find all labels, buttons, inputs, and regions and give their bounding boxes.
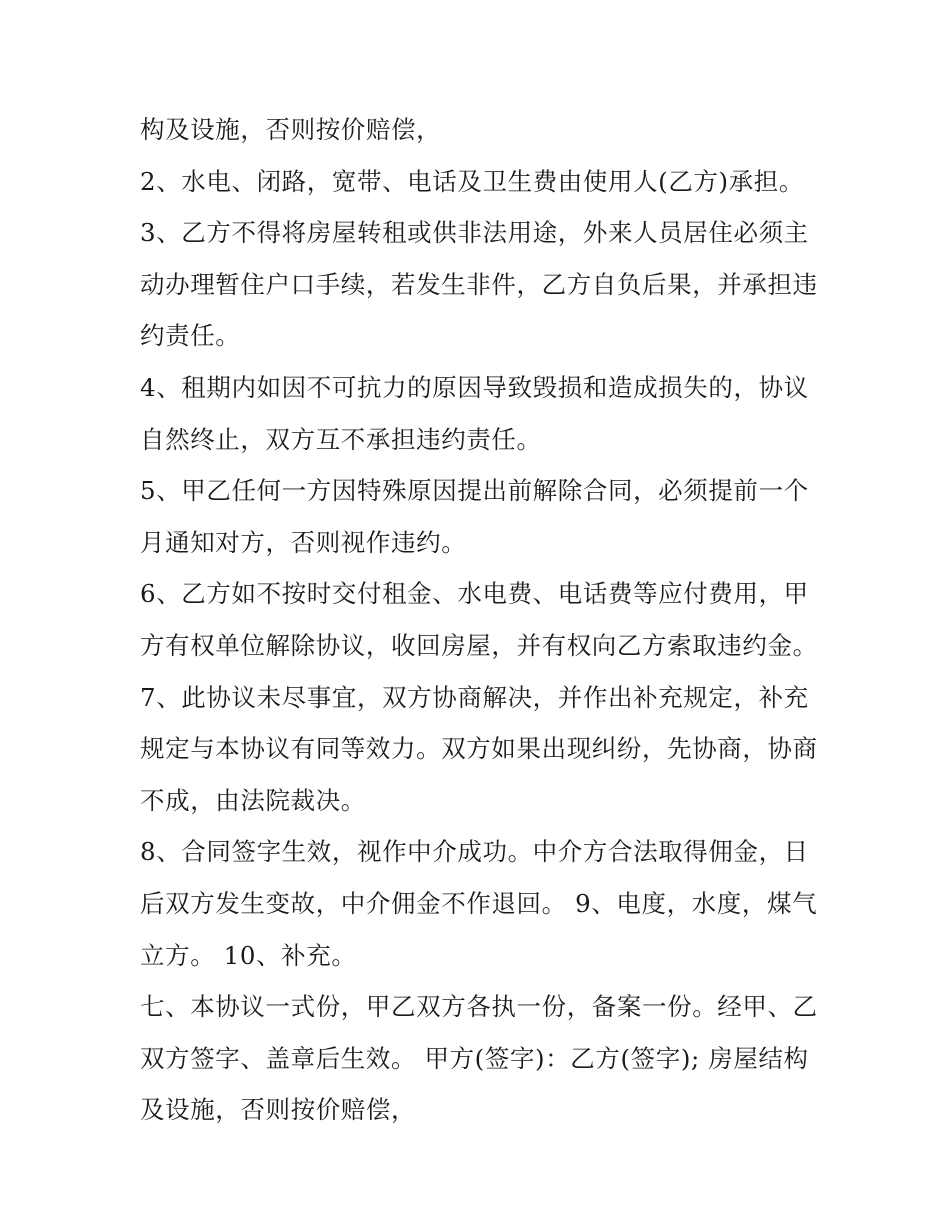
text-line: 2、水电、闭路，宽带、电话及卫生费由使用人(乙方)承担。 — [140, 166, 805, 196]
text-line: 及设施，否则按价赔偿， — [140, 1095, 417, 1125]
contract-text — [140, 104, 820, 1136]
text-line: 4、租期内如因不可抗力的原因导致毁损和造成损失的，协议 — [140, 372, 809, 402]
text-line: 构及设施，否则按价赔偿， — [140, 115, 442, 144]
text-line: 规定与本协议有同等效力。双方如果出现纠纷，先协商，协商 — [140, 734, 818, 764]
text-line: 动办理暂住户口手续，若发生非件，乙方自负后果，并承担违 — [140, 269, 818, 299]
text-line: 方有权单位解除协议，收回房屋，并有权向乙方索取违约金。 — [140, 630, 818, 660]
text-line: 自然终止，双方互不承担违约责任。 — [140, 424, 542, 454]
text-line: 5、甲乙任何一方因特殊原因提出前解除合同，必须提前一个 — [140, 476, 809, 506]
text-line: 7、此协议未尽事宜，双方协商解决，并作出补充规定，补充 — [140, 682, 809, 712]
text-line: 3、乙方不得将房屋转租或供非法用途，外来人员居住必须主 — [140, 218, 809, 248]
text-line: 约责任。 — [140, 321, 241, 351]
text-line: 不成，由法院裁决。 — [140, 785, 366, 815]
text-line: 立方。 10、补充。 — [140, 940, 357, 970]
text-line: 双方签字、盖章后生效。 甲方(签字)：乙方(签字); 房屋结构 — [140, 1043, 809, 1073]
text-line: 6、乙方如不按时交付租金、水电费、电话费等应付费用，甲 — [140, 579, 809, 609]
text-line: 月通知对方，否则视作违约。 — [140, 527, 467, 557]
text-line: 8、合同签字生效，视作中介成功。中介方合法取得佣金，日 — [140, 837, 809, 867]
text-line: 后双方发生变故，中介佣金不作退回。 9、电度，水度，煤气 — [140, 888, 818, 918]
text-line: 七、本协议一式份，甲乙双方各执一份，备案一份。经甲、乙 — [140, 992, 818, 1022]
